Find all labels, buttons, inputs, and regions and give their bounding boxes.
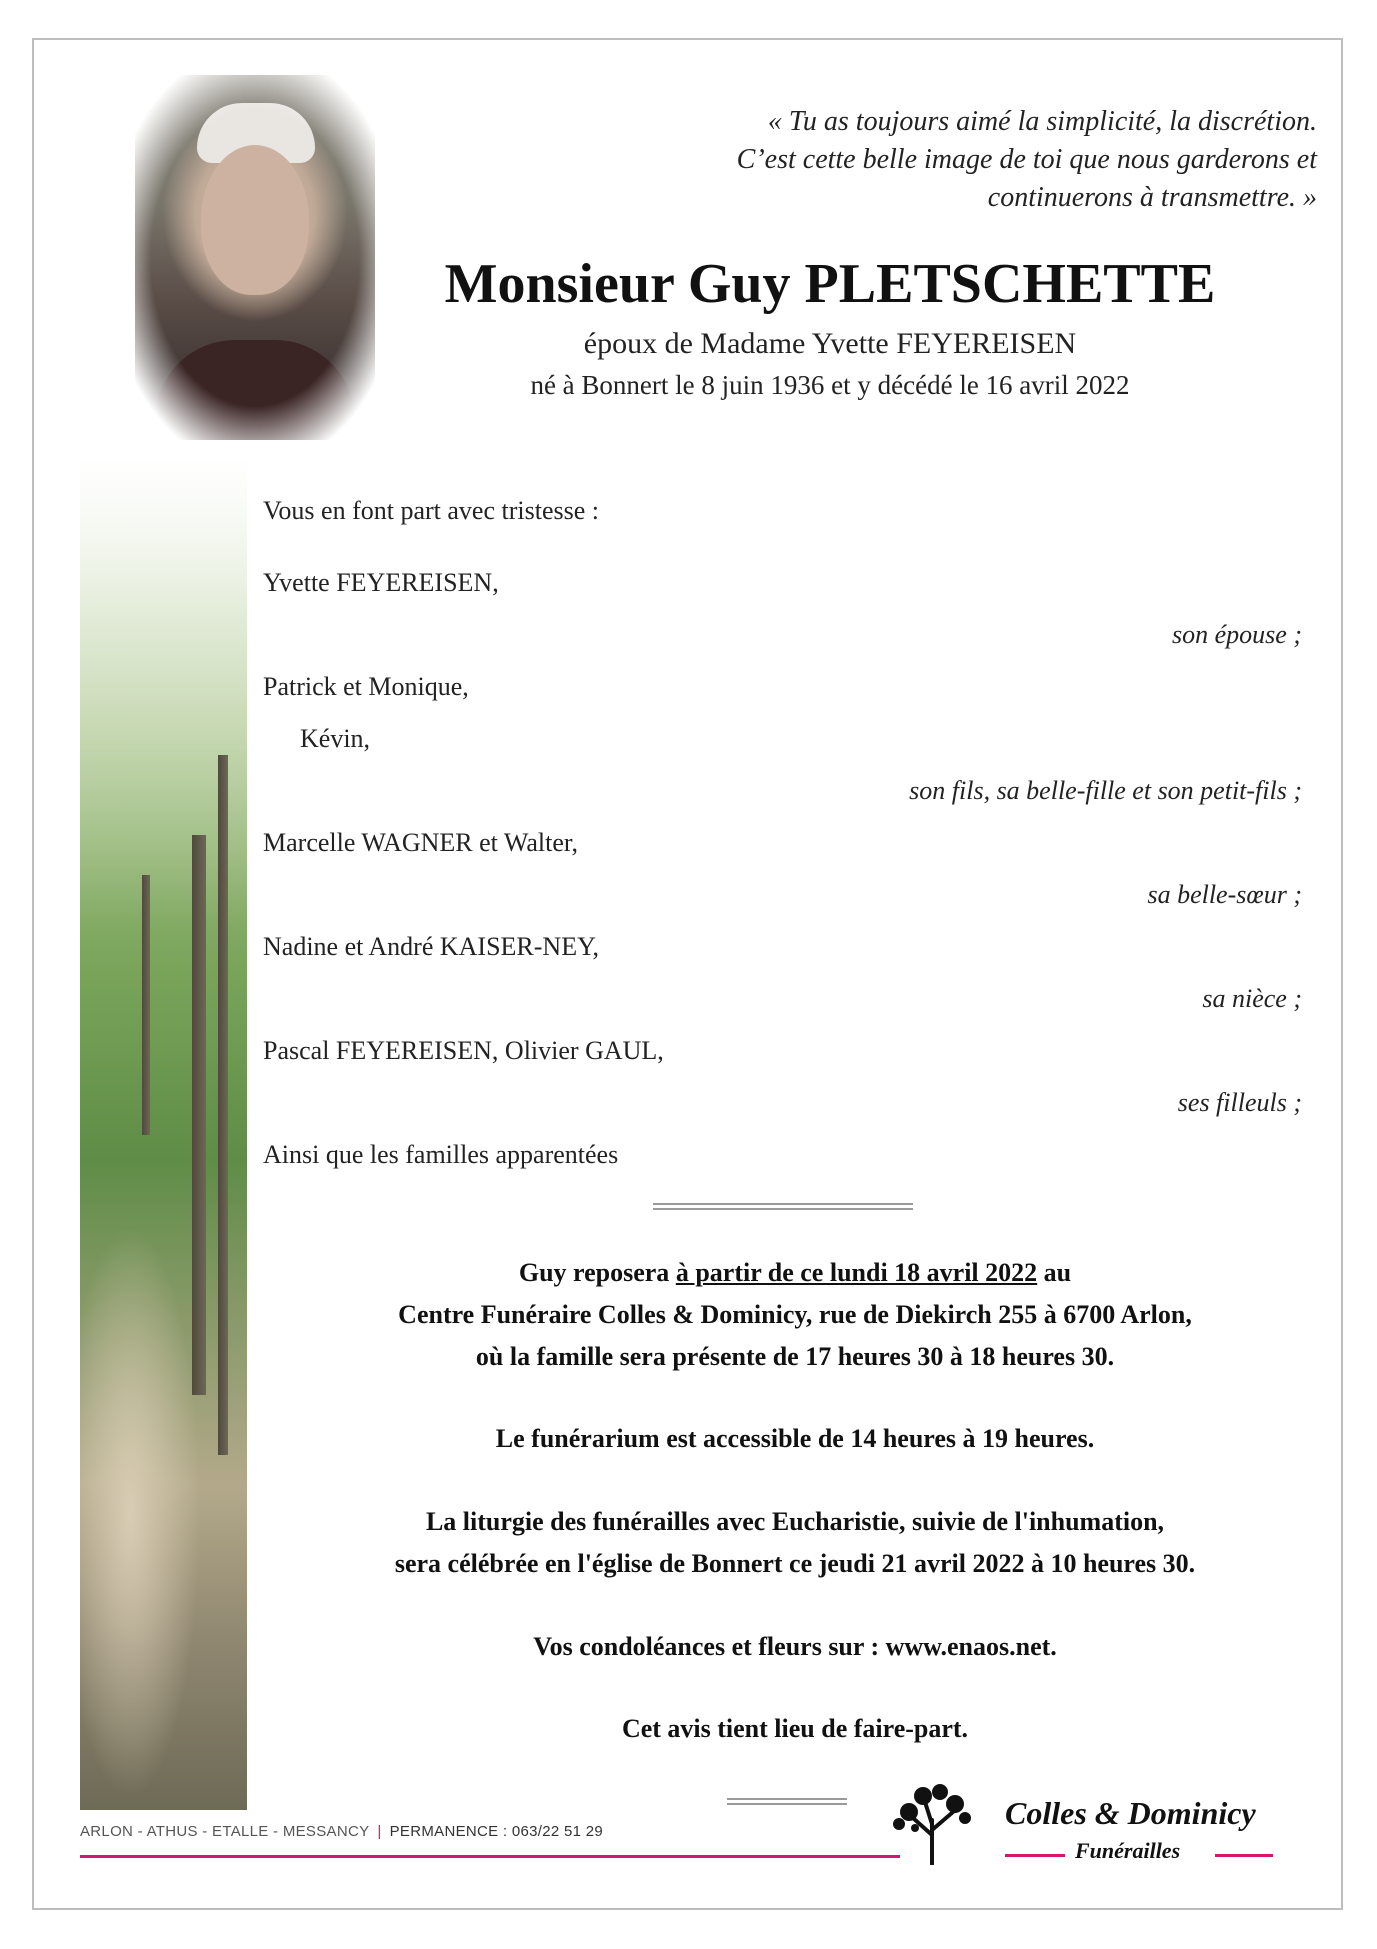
spouse-line: époux de Madame Yvette FEYEREISEN xyxy=(583,327,1077,360)
footer-accent-line xyxy=(80,1855,900,1858)
info-text: au xyxy=(1037,1258,1072,1287)
quote xyxy=(517,103,1317,217)
info-line: où la famille sera présente de 17 heures 30 à 18 heures 30. xyxy=(475,1342,1115,1371)
family-name: Patrick et Monique, xyxy=(263,672,469,701)
info-line xyxy=(270,1258,1320,1288)
family-relation: ses filleuls ; xyxy=(1177,1088,1302,1117)
info-text: Guy reposera xyxy=(518,1258,676,1287)
quote-line: continuerons à transmettre. » xyxy=(987,182,1317,213)
info-line: Le funérarium est accessible de 14 heures à 19 heures. xyxy=(495,1424,1095,1453)
family-name: Nadine et André KAISER-NEY, xyxy=(263,932,600,961)
intro-text: Vous en font part avec tristesse : xyxy=(263,496,599,525)
info-line: sera célébrée en l'église de Bonnert ce jeudi 21 avril 2022 à 10 heures 30. xyxy=(394,1549,1196,1578)
footer-contact xyxy=(80,1823,603,1840)
family-relation: son fils, sa belle-fille et son petit-fils ; xyxy=(909,776,1302,805)
info-line: Centre Funéraire Colles & Dominicy, rue de Diekirch 255 à 6700 Arlon, xyxy=(398,1300,1192,1329)
family-relation: son épouse ; xyxy=(1172,620,1302,649)
family-name: Pascal FEYEREISEN, Olivier GAUL, xyxy=(263,1036,664,1065)
forest-path-image xyxy=(80,455,247,1810)
portrait-photo xyxy=(135,75,375,440)
dates-line: né à Bonnert le 8 juin 1936 et y décédé le 16 avril 2022 xyxy=(530,370,1130,400)
logo-accent-line xyxy=(1215,1854,1273,1857)
family-relation: sa belle-sœur ; xyxy=(1147,880,1302,909)
family-name: Kévin, xyxy=(300,724,371,753)
family-name: Marcelle WAGNER et Walter, xyxy=(263,828,579,857)
footer-permanence: PERMANENCE : 063/22 51 29 xyxy=(389,1823,604,1840)
family-relation: sa nièce ; xyxy=(1202,984,1302,1013)
footer-separator: | xyxy=(377,1823,382,1840)
info-date-underlined: à partir de ce lundi 18 avril 2022 xyxy=(675,1258,1038,1287)
quote-line: C’est cette belle image de toi que nous garderons et xyxy=(736,144,1317,175)
logo-subtitle: Funérailles xyxy=(1075,1838,1181,1863)
closing-text: Ainsi que les familles apparentées xyxy=(263,1140,619,1169)
info-line: La liturgie des funérailles avec Eucharistie, suivie de l'inhumation, xyxy=(425,1507,1165,1536)
footer-locations: ARLON - ATHUS - ETALLE - MESSANCY xyxy=(80,1823,370,1840)
logo-divider xyxy=(727,1798,847,1805)
info-line: Cet avis tient lieu de faire-part. xyxy=(621,1714,969,1743)
quote-line: « Tu as toujours aimé la simplicité, la discrétion. xyxy=(767,106,1317,137)
logo-name: Colles & Dominicy xyxy=(1005,1795,1256,1831)
deceased-name: Monsieur Guy PLETSCHETTE xyxy=(444,253,1216,315)
divider xyxy=(653,1203,913,1210)
info-line: Vos condoléances et fleurs sur : www.enaos.net. xyxy=(533,1632,1057,1661)
family-name: Yvette FEYEREISEN, xyxy=(263,568,499,597)
logo-accent-line xyxy=(1005,1854,1065,1857)
tree-logo-icon xyxy=(885,1780,980,1865)
